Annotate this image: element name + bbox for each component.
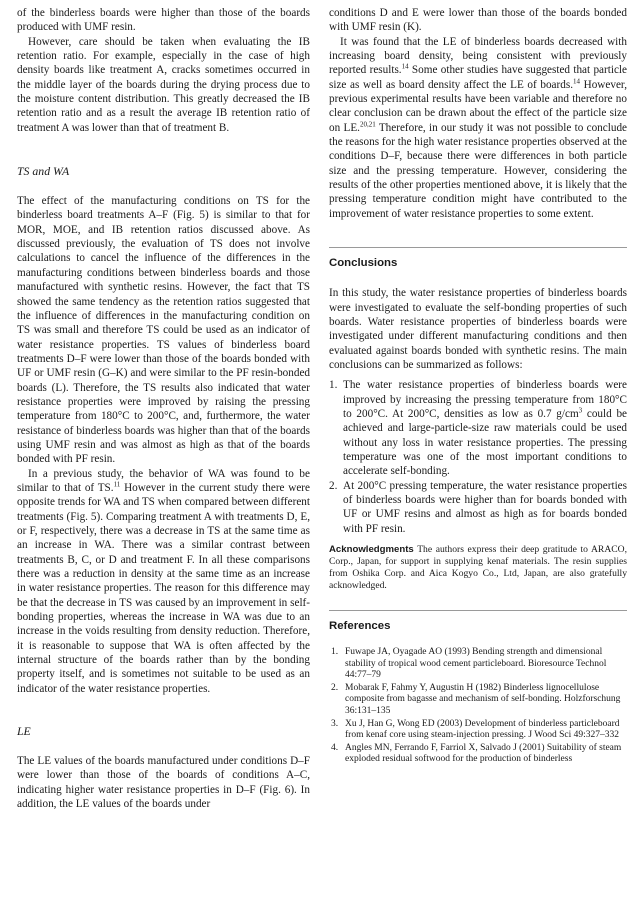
- paragraph: The LE values of the boards manufactured under conditions D–F were lower than those of the boards of conditions A–C, indicating higher water resistance properties in D–F (Fig. 6). In addition, the LE values of the boards under: [17, 755, 310, 811]
- reference-item: 4. Angles MN, Ferrando F, Farriol X, Salvado J (2001) Suitability of steam exploded residual softwood for the production of binderless: [331, 742, 622, 765]
- acknowledgments-label: Acknowledgments: [329, 544, 414, 555]
- left-column: [17, 6, 310, 812]
- paragraph: However, care should be taken when evaluating the IB retention ratio. For example, especially in the case of high density boards like treatment A, cracks sometimes occurred in the middle layer of the boards during the drying process due to the moisture content distribution. This greatly decreased the IB retention ratio and as a result the average IB retention ratio of treatment A was lower than that of treatment B.: [17, 35, 310, 134]
- paragraph: It was found that the LE of binderless boards decreased with increasing board density, being consistent with previously reported results.$^{14}$ Some other studies have suggested that particle size as well as board density affect the LE of boards.$^{14}$ However, previous experimental results have been variable and therefore no clear conclusion can be drawn about the effect of the particle size on LE.$^{20,21}$ Therefore, in our study it was not possible to conclude the reasons for the high water resistance properties observed at the conditions D–F, because there were differences in both particle size and the pressing temperature. However, considering the results of the other properties mentioned above, it is likely that the pressing temperature condition might have contributed to the improvement of water resistance properties to some extent.: [329, 35, 627, 220]
- citation-superscript: 11: [113, 480, 121, 489]
- reference-item: 1. Fuwape JA, Oyagade AO (1993) Bending strength and dimensional stability of tropical wood cement particleboard. Bioresource Technol 44:77–79: [331, 647, 607, 681]
- paragraph: of the binderless boards were higher than those of the boards produced with UMF resin.: [17, 7, 310, 34]
- section-divider: [329, 610, 627, 611]
- section-heading-conclusions: Conclusions: [329, 257, 398, 270]
- acknowledgments: Acknowledgments The authors express their deep gratitude to ARACO, Corp., Japan, for support in supplying kenaf materials. The resin supplies from Oshika Corp. and Aica Kogyo Co., Ltd, Japan, are also gratefully acknowledged.: [329, 544, 627, 591]
- citation-superscript: 20,21: [359, 120, 376, 129]
- paragraph: In a previous study, the behavior of WA was found to be similar to that of TS.$^{11}$ However in the current study there were opposite trends for WA and TS when compared between different treatments (Fig. 5). Comparing treatment A with treatments D, E, or F, respectively, there was a decrease in TS at the same time as an increase in WA. There was a similar contrast between treatments B, C, or D and treatment F. In all these comparisons there was a reduction in density at the same time as an increase in water resistance properties. The reason for this difference may be that the decrease in TS was caused by an improvement in self-bonding properties, whereas the increase in WA was due to an increase in the voids resulting from density reduction. Therefore, it is reasonable to suppose that WA is often affected by the internal structure of the boards rather than by the bonding property itself, and is sometimes not suitable to be used as an indicator of the water resistance properties.: [17, 467, 310, 695]
- paragraph: The effect of the manufacturing conditions on TS for the binderless board treatments A–F (Fig. 5) is similar to that for MOR, MOE, and IB retention ratios discussed above. As discussed previously, the evaluation of TS does not involve calculations to cancel the influence of the differences in the manufacturing conditions between binderless boards and those manufactured with synthetic resins. However, the fact that TS showed the same tendency as the retention ratios suggested that the influence of differences in the manufacturing condition on TS was small and therefore TS could be used as an indicator of water resistance properties. TS values of binderless board treatments D–F were lower than those of the boards bonded with UF or UMF resin (G–K) and were similar to the PF resin-bonded boards (L). Therefore, the TS results also indicated that water resistance properties were improved by raising the pressing temperature from 180°C to 200°C, and, furthermore, the water resistance of binderless boards was higher than that of the boards using UMF resin and was almost as high as that of the boards bonded with PF resin.: [17, 195, 310, 466]
- subsection-heading-le: LE: [17, 724, 31, 739]
- subsection-heading-ts-wa: TS and WA: [17, 164, 70, 179]
- superscript: 3: [578, 406, 583, 415]
- section-heading-references: References: [329, 620, 391, 632]
- reference-item: 2. Mobarak F, Fahmy Y, Augustin H (1982) Binderless lignocellulose composite from bagasse and mechanism of self-bonding. Holzforschung 36:131–135: [331, 682, 621, 716]
- section-divider: [329, 247, 627, 248]
- paragraph: conditions D and E were lower than those of the boards bonded with UMF resin (K).: [329, 7, 627, 34]
- right-column: [329, 6, 627, 767]
- citation-superscript: 14: [573, 76, 580, 85]
- reference-item: 3. Xu J, Han G, Wong ED (2003) Development of binderless particleboard from kenaf core using steam-injection pressing. J Wood Sci 49:327–332: [331, 718, 620, 741]
- paragraph: In this study, the water resistance properties of binderless boards were investigated to evaluate the self-bonding properties of such boards. Water resistance properties of binderless boards were investigated under different manufacturing conditions and then evaluated against boards bonded with synthetic resins. The main conclusions can be summarized as follows:: [329, 287, 627, 371]
- list-item: 2. At 200°C pressing temperature, the water resistance properties of binderless boards were higher than for boards bonded with UF or UMF resins and almost as high as for boards bonded with PF resin.: [329, 479, 627, 535]
- references-list: [329, 647, 627, 766]
- conclusions-list: [329, 378, 627, 536]
- citation-superscript: 14: [401, 62, 409, 71]
- list-item: 1. The water resistance properties of binderless boards were improved by increasing the pressing temperature from 180°C to 200°C. At 200°C, densities as low as 0.7 $g/cm^3$ could be achieved and large-particle-size raw materials could be used without any loss in water resistance properties. The pressing temperature was one of the most important conditions to accelerate self-bonding.: [329, 379, 627, 478]
